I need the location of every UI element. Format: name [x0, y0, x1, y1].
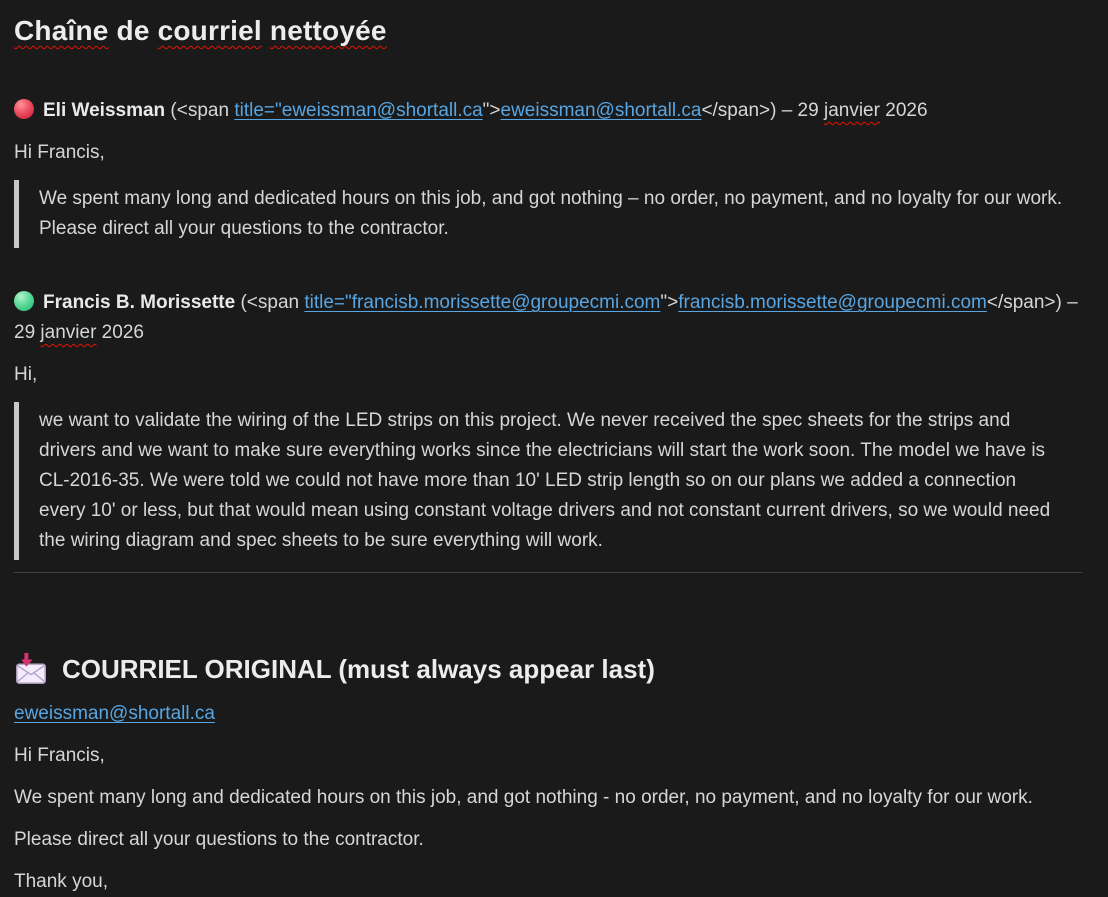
- sender-name: Francis B. Morissette: [43, 292, 236, 313]
- title-word: courriel: [157, 15, 262, 46]
- date-year: 2026: [96, 322, 144, 343]
- incoming-envelope-icon: [14, 652, 48, 686]
- title-word: Chaîne: [14, 15, 109, 46]
- page-title: [14, 12, 1082, 50]
- title-word: de: [116, 15, 150, 46]
- email-header: [14, 288, 1082, 348]
- original-body-line: Hi Francis,: [14, 745, 105, 766]
- original-from-line: [14, 699, 1082, 729]
- original-body-line: We spent many long and dedicated hours on this job, and got nothing - no order, no payment, and no loyalty for our work.: [14, 787, 1033, 808]
- section-divider: [14, 572, 1082, 573]
- email-address-link[interactable]: francisb.morissette@groupecmi.com: [678, 292, 987, 313]
- title-word: nettoyée: [269, 15, 387, 46]
- span-markup-text: (<span: [235, 292, 305, 313]
- email-address-link[interactable]: eweissman@shortall.ca: [500, 100, 702, 121]
- green-circle-icon: [14, 291, 34, 311]
- red-circle-icon: [14, 99, 34, 119]
- title-attribute-link[interactable]: title="francisb.morissette@groupecmi.com: [304, 292, 661, 313]
- sender-name: Eli Weissman: [43, 100, 166, 121]
- span-markup-text: </span>) – 29: [701, 100, 824, 121]
- quoted-email-body: [14, 180, 1082, 248]
- span-markup-text: ">: [482, 100, 501, 121]
- title-attribute-link[interactable]: title="eweissman@shortall.ca: [234, 100, 483, 121]
- original-email-heading-text: COURRIEL ORIGINAL (must always appear last): [62, 654, 655, 684]
- span-markup-text: </span>) – 29: [14, 292, 1078, 343]
- date-month: janvier: [823, 100, 880, 121]
- original-body-line: Please direct all your questions to the contractor.: [14, 829, 424, 850]
- original-email-heading: [14, 651, 1082, 687]
- span-markup-text: ">: [660, 292, 679, 313]
- quote-text: We spent many long and dedicated hours on this job, and got nothing – no order, no payment, and no loyalty for our work. Please direct all your questions to the contractor.: [39, 188, 1063, 239]
- date-month: janvier: [40, 322, 97, 343]
- date-year: 2026: [879, 100, 928, 121]
- quoted-email-body: [14, 402, 1082, 560]
- original-body-line: Thank you,: [14, 871, 108, 892]
- greeting-text: Hi Francis,: [14, 142, 105, 163]
- email-address-link[interactable]: eweissman@shortall.ca: [14, 703, 215, 724]
- quote-text: we want to validate the wiring of the LED strips on this project. We never received the spec sheets for the strips and drivers and we want to make sure everything works since the electricians will start the work soon. The model we have is CL-2016-35. We were told we could not have more than 10' LED strip length so on our plans we added a connection every 10' or less, but that would mean using constant voltage drivers and not constant current drivers, so we would need the wiring diagram and spec sheets to be sure everything will work.: [39, 410, 1051, 551]
- email-header: [14, 96, 1082, 126]
- greeting-text: Hi,: [14, 364, 38, 385]
- span-markup-text: (<span: [165, 100, 235, 121]
